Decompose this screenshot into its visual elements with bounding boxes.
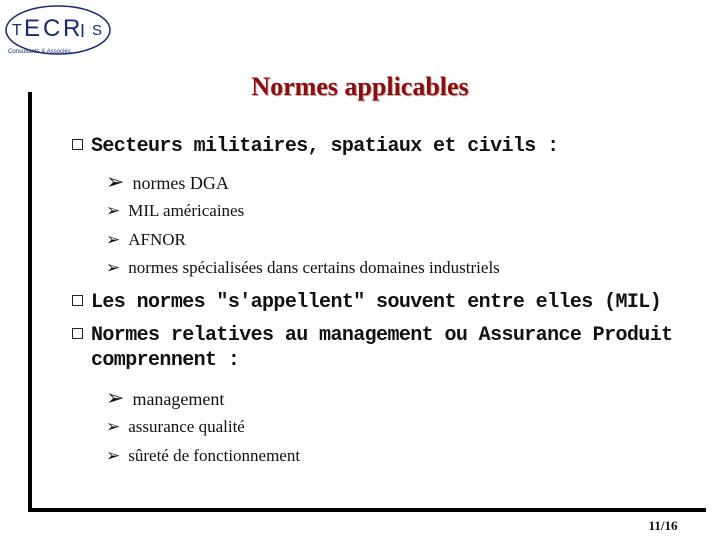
page-number: 11/16 bbox=[648, 518, 678, 533]
sub-item-management bbox=[106, 386, 224, 411]
bullet-text: Secteurs militaires, spatiaux et civils : bbox=[91, 135, 559, 158]
arrow-bullet-icon: ➢ bbox=[106, 258, 121, 278]
sub-item-quality bbox=[106, 417, 245, 437]
bullet-item-norms-reference bbox=[72, 291, 661, 314]
sub-item-dga bbox=[106, 170, 229, 195]
sub-item-text: AFNOR bbox=[128, 230, 186, 249]
sub-item-text: MIL américaines bbox=[128, 201, 245, 220]
square-bullet-icon bbox=[72, 139, 83, 150]
arrow-bullet-icon: ➢ bbox=[106, 417, 121, 437]
bullet-item-continuation bbox=[91, 349, 239, 372]
arrow-bullet-icon: ➢ bbox=[106, 386, 125, 411]
sub-item-text: normes DGA bbox=[132, 173, 229, 193]
square-bullet-icon bbox=[72, 295, 83, 306]
sub-item-safety bbox=[106, 446, 300, 466]
sub-item-text: normes spécialisées dans certains domaines industriels bbox=[128, 258, 500, 277]
sub-item-text: sûreté de fonctionnement bbox=[128, 446, 301, 465]
square-bullet-icon bbox=[72, 328, 83, 339]
logo-letter: E bbox=[24, 15, 41, 42]
tecris-logo bbox=[2, 2, 112, 60]
logo-tagline: Consultants & Associés bbox=[8, 49, 71, 55]
sub-item-text: assurance qualité bbox=[128, 417, 245, 436]
sub-item-text: management bbox=[132, 389, 225, 409]
logo-letter: I bbox=[80, 21, 86, 41]
sub-item-specialised bbox=[106, 258, 500, 278]
frame-left-border bbox=[28, 92, 32, 512]
arrow-bullet-icon: ➢ bbox=[106, 230, 121, 250]
bullet-item-management-norms bbox=[72, 324, 673, 347]
logo-letter: R bbox=[63, 15, 81, 42]
sub-item-mil bbox=[106, 201, 244, 221]
arrow-bullet-icon: ➢ bbox=[106, 446, 121, 466]
arrow-bullet-icon: ➢ bbox=[106, 201, 121, 221]
sub-item-afnor bbox=[106, 230, 186, 250]
logo-letters bbox=[8, 14, 108, 44]
bullet-text: Les normes "s'appellent" souvent entre elles (MIL) bbox=[91, 291, 662, 314]
bullet-item-sectors bbox=[72, 135, 558, 158]
logo-letter: T bbox=[12, 22, 22, 39]
logo-letter: C bbox=[43, 15, 61, 42]
arrow-bullet-icon: ➢ bbox=[106, 170, 125, 195]
frame-bottom-border bbox=[28, 508, 706, 512]
bullet-text: Normes relatives au management ou Assurance Produit bbox=[91, 324, 673, 347]
slide-title: Normes applicables bbox=[251, 72, 469, 101]
logo-letter: S bbox=[92, 22, 103, 39]
bullet-text: comprennent : bbox=[91, 349, 240, 372]
